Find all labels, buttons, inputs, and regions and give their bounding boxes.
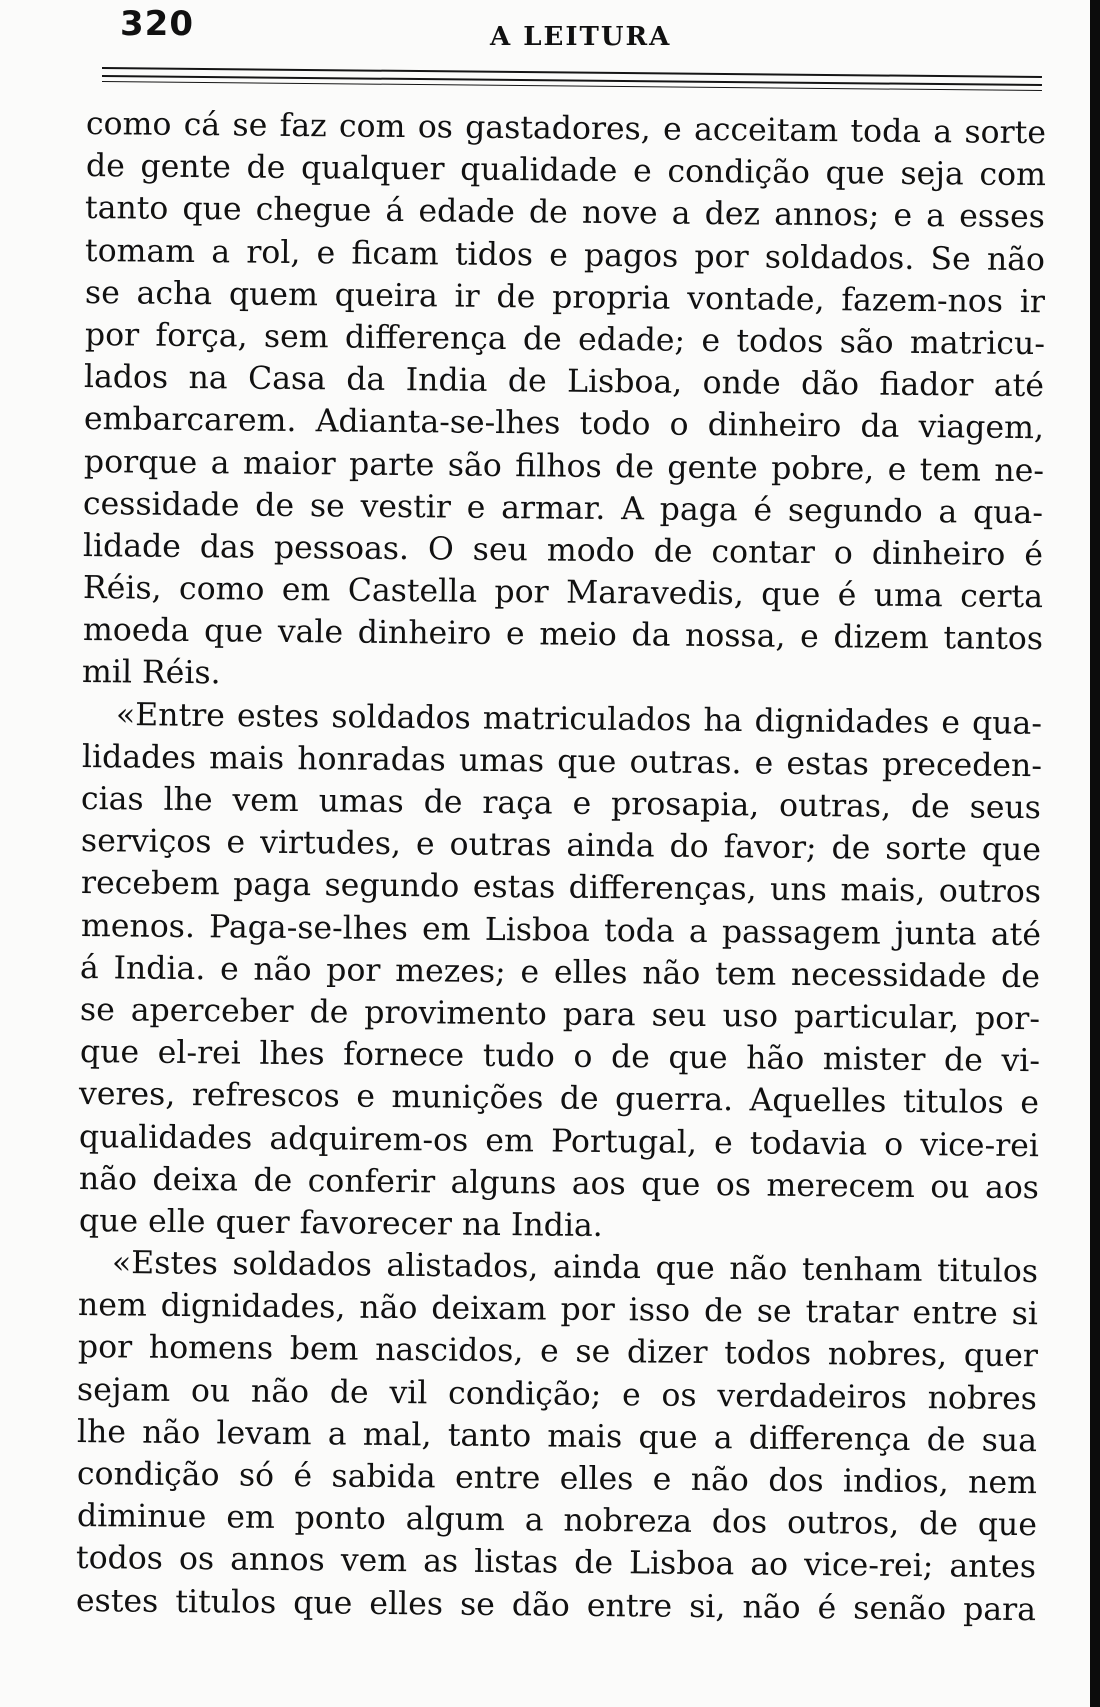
text-line: de gente de qualquer qualidade e condição que seja com bbox=[85, 148, 1047, 194]
text-line: á India. e não por mezes; e elles não tem necessidade de bbox=[79, 949, 1041, 995]
text-line: embarcarem. Adianta-se-lhes todo o dinheiro da viagem, bbox=[83, 401, 1045, 447]
text-line: «Estes soldados alistados, ainda que não tenham titulos bbox=[111, 1245, 1039, 1290]
text-line: veres, refrescos e munições de guerra. Aquelles titulos e bbox=[78, 1076, 1040, 1122]
text-line: todos os annos vem as listas de Lisboa ao vice-rei; antes bbox=[75, 1540, 1037, 1586]
text-line: tomam a rol, e ficam tidos e pagos por soldados. Se não bbox=[84, 232, 1046, 278]
text-line: condição só é sabida entre elles e não dos indios, nem bbox=[76, 1456, 1038, 1502]
text-line: que elle quer favorecer na India. bbox=[78, 1202, 603, 1244]
text-line: Réis, como em Castella por Maravedis, que é uma certa bbox=[82, 570, 1044, 616]
text-line: moeda que vale dinheiro e meio da nossa, e dizem tantos bbox=[82, 612, 1044, 658]
text-line: que el-rei lhes fornece tudo o de que hão mister de vi- bbox=[79, 1034, 1041, 1080]
scan-edge bbox=[1090, 0, 1100, 1707]
text-line: mil Réis. bbox=[81, 654, 221, 692]
text-line: diminue em ponto algum a nobreza dos outros, de que bbox=[76, 1498, 1038, 1544]
page-number: 320 bbox=[120, 4, 194, 44]
running-title: A LEITURA bbox=[490, 22, 672, 52]
text-line: estes titulos que elles se dão entre si, não é senão para bbox=[75, 1582, 1037, 1628]
text-line: nem dignidades, não deixam por isso de se tratar entre si bbox=[77, 1287, 1039, 1333]
text-line: tanto que chegue á edade de nove a dez annos; e a esses bbox=[84, 190, 1046, 236]
text-line: cessidade de se vestir e armar. A paga é segundo a qua- bbox=[82, 485, 1044, 531]
text-line: lhe não levam a mal, tanto mais que a differença de sua bbox=[76, 1413, 1038, 1460]
text-line: lidade das pessoas. O seu modo de contar o dinheiro é bbox=[82, 527, 1044, 574]
body-text bbox=[75, 103, 1047, 1628]
text-line: não deixa de conferir alguns aos que os merecem ou aos bbox=[78, 1160, 1040, 1206]
text-line: porque a maior parte são filhos de gente pobre, e tem ne- bbox=[83, 443, 1045, 489]
text-line: por homens bem nascidos, e se dizer todos nobres, quer bbox=[77, 1329, 1039, 1375]
text-line: por força, sem differença de edade; e todos são matricu- bbox=[84, 316, 1046, 363]
text-line: «Entre estes soldados matriculados ha dignidades e qua- bbox=[115, 696, 1043, 742]
text-line: sejam ou não de vil condição; e os verdadeiros nobres bbox=[76, 1371, 1038, 1417]
text-line: cias lhe vem umas de raça e prosapia, outras, de seus bbox=[80, 781, 1042, 827]
text-line: lados na Casa da India de Lisboa, onde dão fiador até bbox=[83, 359, 1045, 405]
text-line: menos. Paga-se-lhes em Lisboa toda a passagem junta até bbox=[80, 907, 1042, 953]
text-line: se acha quem queira ir de propria vontade, fazem-nos ir bbox=[84, 274, 1046, 320]
text-line: recebem paga segundo estas differenças, uns mais, outros bbox=[80, 865, 1042, 911]
text-line: se aperceber de provimento para seu uso particular, por- bbox=[79, 991, 1041, 1038]
text-line: como cá se faz com os gastadores, e acceitam toda a sorte bbox=[85, 106, 1047, 152]
text-line: qualidades adquirem-os em Portugal, e todavia o vice-rei bbox=[78, 1118, 1040, 1164]
text-line: serviços e virtudes, e outras ainda do favor; de sorte que bbox=[80, 823, 1042, 869]
text-line: lidades mais honradas umas que outras. e estas preceden- bbox=[81, 738, 1043, 785]
